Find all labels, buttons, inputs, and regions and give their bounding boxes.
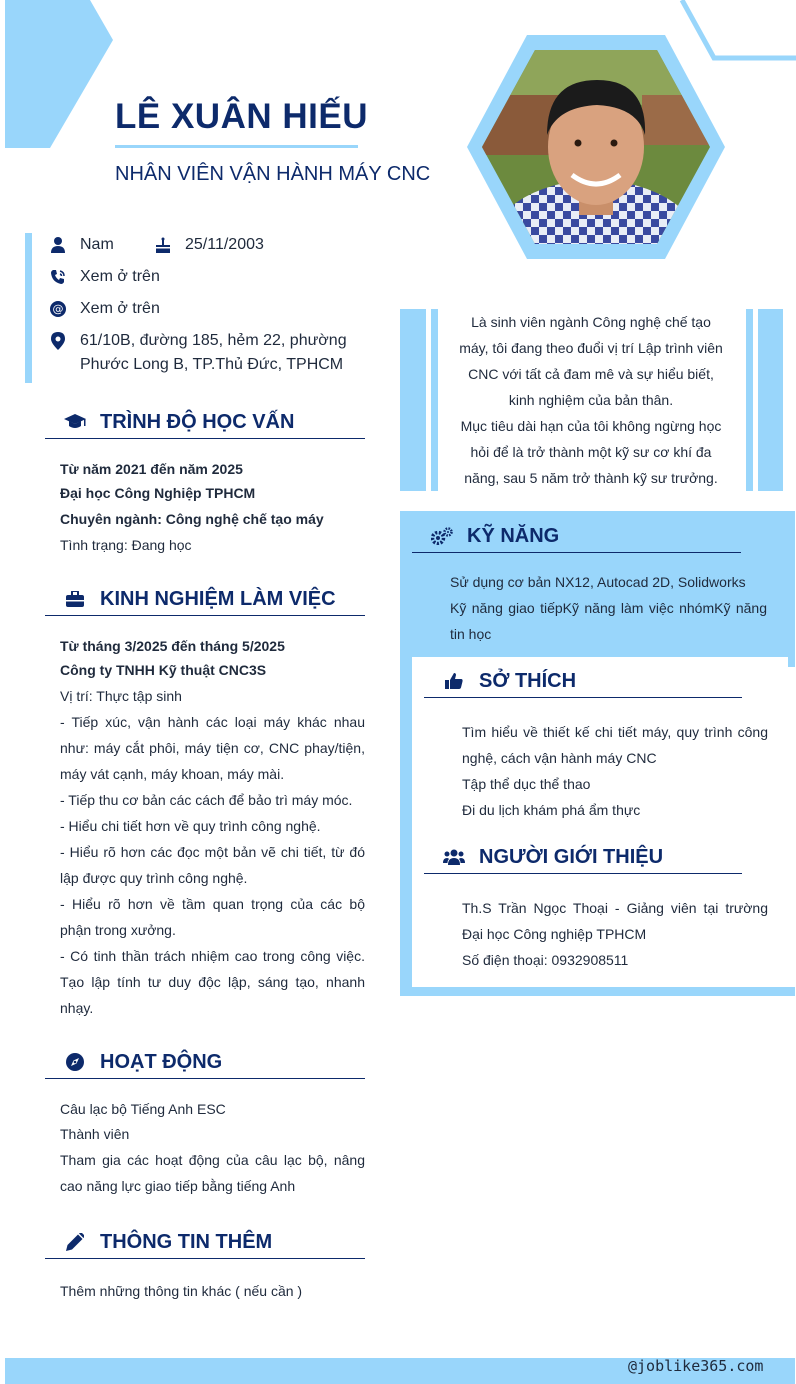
objective-bar-left-inner xyxy=(431,309,438,491)
location-pin-icon xyxy=(48,331,68,351)
job-title: NHÂN VIÊN VẬN HÀNH MÁY CNC xyxy=(115,163,431,185)
activities-description: Tham gia các hoạt động của câu lạc bộ, nâng cao năng lực giao tiếp bằng tiếng Anh xyxy=(60,1152,365,1194)
reference-phone: Số điện thoại: 0932908511 xyxy=(462,952,629,968)
address-value: 61/10B, đường 185, hẻm 22, phường Phước Long B, TP.Thủ Đức, TPHCM xyxy=(80,332,347,373)
skill-item: Sử dụng cơ bản NX12, Autocad 2D, Solidworks xyxy=(450,574,746,590)
education-school: Đại học Công Nghiệp TPHCM xyxy=(60,485,256,501)
references-header xyxy=(424,845,742,874)
additional-info-title: THÔNG TIN THÊM xyxy=(100,1230,273,1253)
experience-company: Công ty TNHH Kỹ thuật CNC3S xyxy=(60,662,267,678)
birthday-cake-icon xyxy=(153,235,173,255)
panel-frame-left xyxy=(400,657,412,996)
activities-role: Thành viên xyxy=(60,1126,130,1142)
footer-brand: @joblike365.com xyxy=(628,1357,764,1375)
education-header xyxy=(45,410,365,439)
objective-bar-right-inner xyxy=(746,309,753,491)
education-title: TRÌNH ĐỘ HỌC VẤN xyxy=(100,410,295,433)
email-value: Xem ở trên xyxy=(80,300,160,317)
phone-icon xyxy=(48,267,68,287)
skills-title: KỸ NĂNG xyxy=(467,524,560,547)
candidate-name: LÊ XUÂN HIẾU xyxy=(115,97,368,136)
hobbies-header xyxy=(424,669,742,698)
hobbies-content xyxy=(462,719,768,823)
contact-accent-bar xyxy=(25,233,32,383)
contact-address xyxy=(48,331,393,377)
objective-bar-left-outer xyxy=(400,309,426,491)
education-major: Chuyên ngành: Công nghệ chế tạo máy xyxy=(60,511,324,527)
experience-duty: - Hiểu rõ hơn các đọc một bản vẽ chi tiết, từ đó lập được quy trình công nghệ. xyxy=(60,844,365,886)
additional-info-header xyxy=(45,1230,365,1259)
skills-header xyxy=(412,524,741,553)
experience-content xyxy=(60,633,365,1021)
education-content xyxy=(60,456,365,558)
education-status: Tình trạng: Đang học xyxy=(60,537,192,553)
activities-content xyxy=(60,1096,365,1199)
hobby-item: Đi du lịch khám phá ẩm thực xyxy=(462,802,641,818)
objective-paragraph: Là sinh viên ngành Công nghệ chế tạo máy, tôi đang theo đuổi vị trí Lập trình viên CNC với tất cả đam mê và sự hiểu biết, kinh nghiệm của bản thân. xyxy=(459,314,723,408)
career-objective xyxy=(455,309,727,491)
education-period: Từ năm 2021 đến năm 2025 xyxy=(60,461,243,477)
graduation-cap-icon xyxy=(63,410,87,434)
panel-frame-bottom xyxy=(400,987,795,996)
phone-value: Xem ở trên xyxy=(80,268,160,285)
birthday-value: 25/11/2003 xyxy=(185,236,264,253)
experience-duty: - Tiếp xúc, vận hành các loại máy khác nhau như: máy cắt phôi, máy tiện cơ, CNC phay/tiện, máy vát cạnh, máy khoan, máy mài. xyxy=(60,714,365,782)
contact-birthday xyxy=(153,235,264,257)
contact-gender xyxy=(48,235,114,257)
hobby-item: Tìm hiểu về thiết kế chi tiết máy, quy trình công nghệ, cách vận hành máy CNC xyxy=(462,724,768,766)
experience-header xyxy=(45,587,365,616)
email-at-icon xyxy=(48,299,68,319)
objective-bar-right-outer xyxy=(758,309,783,491)
user-icon xyxy=(48,235,68,255)
skills-content xyxy=(450,569,767,647)
objective-paragraph: Mục tiêu dài hạn của tôi không ngừng học hỏi để là trở thành một kỹ sư cơ khí đa năng, sau 5 năm trở thành kỹ sư trưởng. xyxy=(460,418,722,486)
panel-frame-right xyxy=(788,657,795,667)
gears-icon xyxy=(430,524,454,548)
experience-title: KINH NGHIỆM LÀM VIỆC xyxy=(100,587,336,610)
briefcase-icon xyxy=(63,587,87,611)
experience-duty: - Tiếp thu cơ bản các cách để bảo trì máy móc. xyxy=(60,792,353,808)
name-underline xyxy=(115,145,358,148)
compass-icon xyxy=(63,1050,87,1074)
references-content xyxy=(462,895,768,973)
experience-period: Từ tháng 3/2025 đến tháng 5/2025 xyxy=(60,638,285,654)
contact-email xyxy=(48,299,160,321)
experience-duty: - Hiểu chi tiết hơn về quy trình công nghệ. xyxy=(60,818,321,834)
decorative-hexagon-top-left xyxy=(5,0,115,148)
thumbs-up-icon xyxy=(442,669,466,693)
references-title: NGƯỜI GIỚI THIỆU xyxy=(479,845,664,868)
activities-header xyxy=(45,1050,365,1079)
reference-person: Th.S Trần Ngọc Thoại - Giảng viên tại trường Đại học Công nghiệp TPHCM xyxy=(462,900,768,942)
hobby-item: Tập thể dục thể thao xyxy=(462,776,591,792)
profile-photo xyxy=(467,35,725,259)
svg-text:@: @ xyxy=(52,302,64,316)
experience-duty: - Có tinh thần trách nhiệm cao trong công việc. Tạo lập tính tư duy độc lập, sáng tạo, nhanh nhạy. xyxy=(60,948,365,1016)
hobbies-title: SỞ THÍCH xyxy=(479,669,577,692)
contact-phone xyxy=(48,267,160,289)
experience-position: Vị trí: Thực tập sinh xyxy=(60,688,182,704)
gender-value: Nam xyxy=(80,236,114,253)
users-group-icon xyxy=(442,845,466,869)
additional-info-text: Thêm những thông tin khác ( nếu cần ) xyxy=(60,1283,303,1299)
activities-title: HOẠT ĐỘNG xyxy=(100,1050,223,1073)
experience-duty: - Hiểu rõ hơn về tầm quan trọng của các bộ phận trong xưởng. xyxy=(60,896,365,938)
activities-club: Câu lạc bộ Tiếng Anh ESC xyxy=(60,1101,226,1117)
pencil-icon xyxy=(63,1230,87,1254)
skill-item: Kỹ năng giao tiếpKỹ năng làm việc nhómKỹ năng tin học xyxy=(450,600,767,642)
